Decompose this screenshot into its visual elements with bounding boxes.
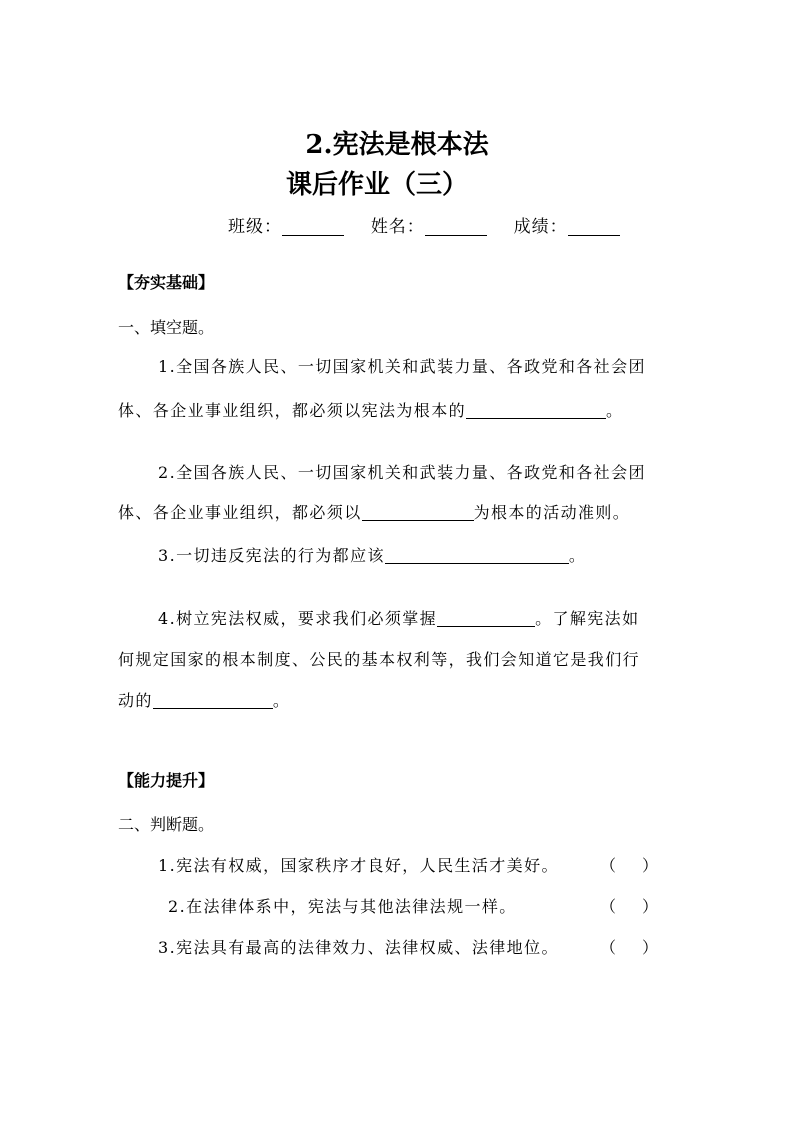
question-3-blank[interactable] [385, 547, 569, 564]
judge-answer-3[interactable] [600, 935, 658, 958]
question-3 [158, 543, 586, 566]
question-1-text: 体、各企业事业组织，都必须以宪法为根本的 [118, 401, 467, 420]
question-4-text-after: 。了解宪法如 [535, 609, 640, 628]
question-4-blank-1[interactable] [437, 610, 535, 627]
question-3-end: 。 [568, 546, 587, 565]
student-info-row [228, 212, 620, 237]
section-heading-fill-blank: 一、填空题。 [118, 318, 215, 337]
question-1-end: 。 [606, 401, 624, 420]
page-subtitle: 课后作业（三） [285, 170, 468, 200]
question-2-line-2 [118, 500, 630, 523]
paren-close: ） [642, 938, 659, 957]
question-2-blank[interactable] [362, 504, 474, 521]
judge-question-2: 2.在法律体系中，宪法与其他法律法规一样。 [168, 897, 517, 916]
question-4-line-2: 何规定国家的根本制度、公民的基本权利等，我们会知道它是我们行 [118, 650, 641, 669]
question-2-end: 为根本的活动准则。 [473, 503, 631, 522]
question-1-line-2 [118, 398, 623, 421]
section-label-improve: 【能力提升】 [118, 771, 215, 790]
section-label-basics: 【夯实基础】 [118, 273, 215, 292]
question-4-text-3: 动的 [118, 691, 153, 710]
judge-question-3: 3.宪法具有最高的法律效力、法律权威、法律地位。 [158, 938, 559, 957]
question-4-end: 。 [272, 691, 291, 710]
score-label: 成绩： [513, 217, 568, 237]
question-4-blank-2[interactable] [153, 692, 273, 709]
class-field[interactable] [282, 217, 344, 236]
class-label: 班级： [228, 217, 282, 237]
paren-open: （ [600, 856, 617, 875]
page-title: 2.宪法是根本法 [305, 130, 489, 160]
question-2-text: 体、各企业事业组织，都必须以 [118, 503, 362, 522]
question-1-blank[interactable] [466, 402, 606, 419]
score-field[interactable] [568, 217, 620, 236]
section-heading-true-false: 二、判断题。 [118, 815, 215, 834]
paren-open: （ [600, 938, 617, 957]
question-4-line-3 [118, 688, 290, 711]
question-2-line-1: 2.全国各族人民、一切国家机关和武装力量、各政党和各社会团 [158, 463, 646, 482]
paren-close: ） [642, 856, 659, 875]
question-3-text: 3.一切违反宪法的行为都应该 [158, 546, 385, 565]
question-1-line-1: 1.全国各族人民、一切国家机关和武装力量、各政党和各社会团 [158, 357, 646, 376]
judge-question-1: 1.宪法有权威，国家秩序才良好，人民生活才美好。 [158, 856, 559, 875]
paren-close: ） [642, 897, 659, 916]
judge-answer-1[interactable] [600, 853, 658, 876]
paren-open: （ [600, 897, 617, 916]
judge-answer-2[interactable] [600, 894, 658, 917]
name-label: 姓名： [370, 217, 425, 237]
name-field[interactable] [425, 217, 487, 236]
question-4-line-1 [158, 606, 639, 629]
question-4-text: 4.树立宪法权威，要求我们必须掌握 [158, 609, 438, 628]
